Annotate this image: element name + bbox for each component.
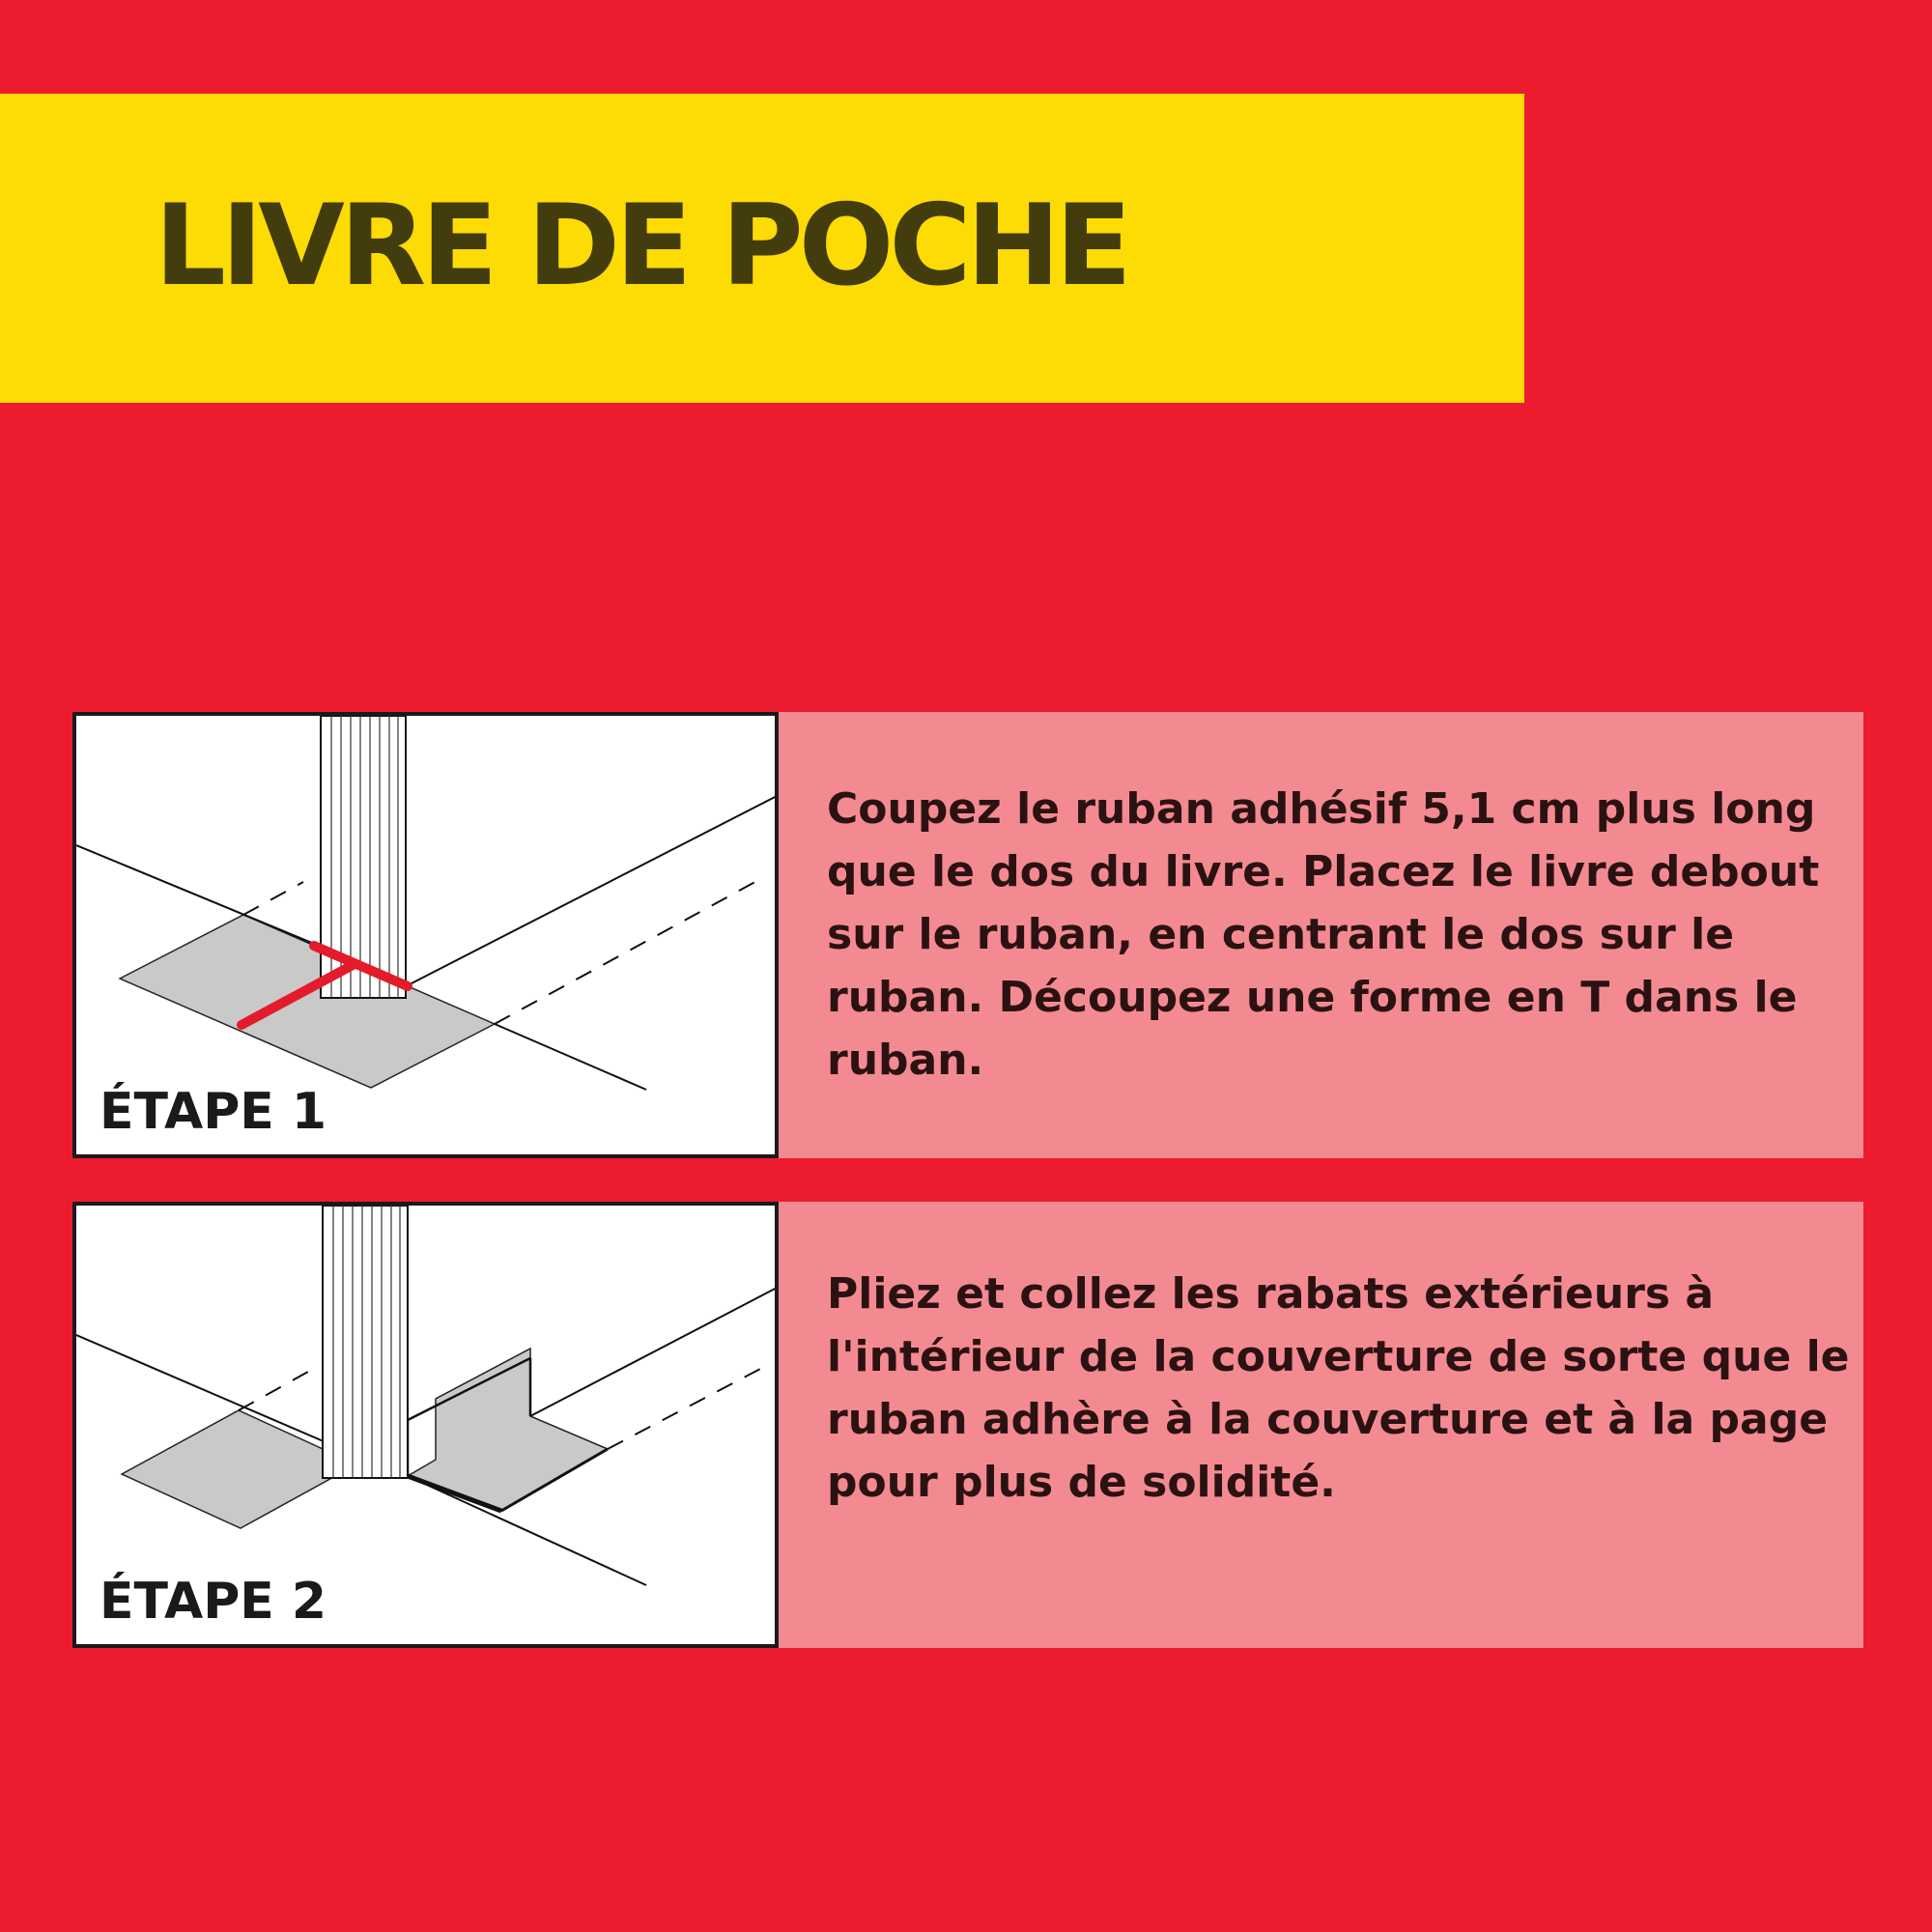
step-1-panel (72, 712, 1863, 1158)
book-spine (323, 1206, 408, 1478)
guide-line (239, 1372, 308, 1410)
step-label: ÉTAPE 1 (99, 1083, 327, 1141)
book-cover-edge (530, 1285, 779, 1416)
step-2-panel (72, 1202, 1863, 1648)
guide-line (243, 882, 303, 915)
guide-line (495, 878, 762, 1024)
page-title: LIVRE DE POCHE (155, 181, 1127, 311)
guide-line (608, 1368, 762, 1449)
step-1-illustration (72, 712, 779, 1158)
step-description: Coupez le ruban adhésif 5,1 cm plus long que le dos du livre. Placez le livre debout sur le ruban, en centrant le dos sur le ruban. Découpez une forme en T dans le ruban. (827, 784, 1820, 1085)
book-cover-edge (410, 793, 779, 984)
step-1-text-panel (779, 712, 1863, 1158)
step-2-text-panel (779, 1202, 1863, 1648)
step-description: Pliez et collez les rabats extérieurs à l'intérieur de la couverture de sorte que le ruban adhère à la couverture et à la page pour plus de solidité. (827, 1269, 1850, 1507)
tape-flap (122, 1410, 356, 1528)
step-label: ÉTAPE 2 (99, 1573, 327, 1631)
step-2-illustration (72, 1202, 779, 1648)
book-cover-edge (76, 845, 324, 948)
